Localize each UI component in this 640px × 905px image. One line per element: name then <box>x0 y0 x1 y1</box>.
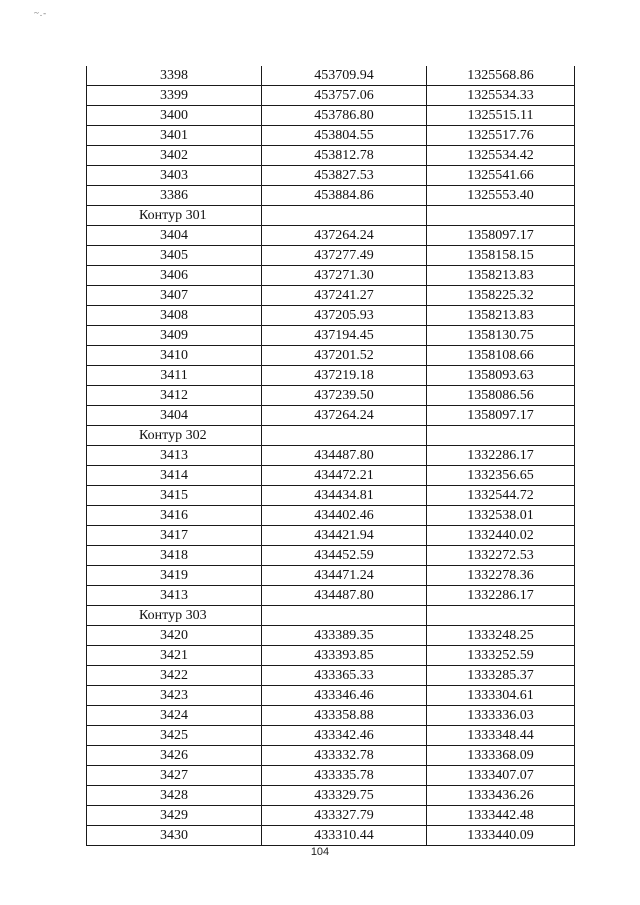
point-number-cell: 3427 <box>87 766 262 786</box>
x-coordinate-cell: 434487.80 <box>262 586 427 606</box>
point-number-cell: 3415 <box>87 486 262 506</box>
table-row <box>87 126 575 146</box>
point-number-cell: 3422 <box>87 666 262 686</box>
table-row <box>87 766 575 786</box>
table-row <box>87 366 575 386</box>
empty-cell <box>427 206 575 226</box>
point-number-cell: 3420 <box>87 626 262 646</box>
y-coordinate-cell: 1333285.37 <box>427 666 575 686</box>
y-coordinate-cell: 1333368.09 <box>427 746 575 766</box>
y-coordinate-cell: 1358097.17 <box>427 226 575 246</box>
point-number-cell: 3429 <box>87 806 262 826</box>
table-row <box>87 806 575 826</box>
table-row <box>87 86 575 106</box>
point-number-cell: 3401 <box>87 126 262 146</box>
point-number-cell: 3423 <box>87 686 262 706</box>
x-coordinate-cell: 437194.45 <box>262 326 427 346</box>
x-coordinate-cell: 433393.85 <box>262 646 427 666</box>
table-row <box>87 826 575 846</box>
table-row <box>87 586 575 606</box>
point-number-cell: 3409 <box>87 326 262 346</box>
x-coordinate-cell: 437264.24 <box>262 406 427 426</box>
y-coordinate-cell: 1332286.17 <box>427 586 575 606</box>
x-coordinate-cell: 437277.49 <box>262 246 427 266</box>
point-number-cell: 3404 <box>87 226 262 246</box>
y-coordinate-cell: 1333252.59 <box>427 646 575 666</box>
table-row <box>87 726 575 746</box>
table-row <box>87 246 575 266</box>
x-coordinate-cell: 437219.18 <box>262 366 427 386</box>
empty-cell <box>427 426 575 446</box>
table-row <box>87 346 575 366</box>
x-coordinate-cell: 453804.55 <box>262 126 427 146</box>
x-coordinate-cell: 434402.46 <box>262 506 427 526</box>
x-coordinate-cell: 453827.53 <box>262 166 427 186</box>
x-coordinate-cell: 437241.27 <box>262 286 427 306</box>
contour-label: Контур 302 <box>87 426 262 446</box>
contour-header-row <box>87 206 575 226</box>
x-coordinate-cell: 433365.33 <box>262 666 427 686</box>
y-coordinate-cell: 1358097.17 <box>427 406 575 426</box>
point-number-cell: 3424 <box>87 706 262 726</box>
contour-header-row <box>87 606 575 626</box>
table-row <box>87 446 575 466</box>
point-number-cell: 3421 <box>87 646 262 666</box>
coordinates-table <box>86 66 575 846</box>
point-number-cell: 3403 <box>87 166 262 186</box>
x-coordinate-cell: 433389.35 <box>262 626 427 646</box>
point-number-cell: 3425 <box>87 726 262 746</box>
table-row <box>87 66 575 86</box>
table-row <box>87 166 575 186</box>
point-number-cell: 3414 <box>87 466 262 486</box>
y-coordinate-cell: 1333407.07 <box>427 766 575 786</box>
y-coordinate-cell: 1358213.83 <box>427 306 575 326</box>
y-coordinate-cell: 1333336.03 <box>427 706 575 726</box>
table-row <box>87 526 575 546</box>
contour-header-row <box>87 426 575 446</box>
table-row <box>87 266 575 286</box>
x-coordinate-cell: 434472.21 <box>262 466 427 486</box>
x-coordinate-cell: 433335.78 <box>262 766 427 786</box>
point-number-cell: 3419 <box>87 566 262 586</box>
point-number-cell: 3407 <box>87 286 262 306</box>
x-coordinate-cell: 453709.94 <box>262 66 427 86</box>
point-number-cell: 3411 <box>87 366 262 386</box>
y-coordinate-cell: 1333442.48 <box>427 806 575 826</box>
table-row <box>87 646 575 666</box>
point-number-cell: 3398 <box>87 66 262 86</box>
point-number-cell: 3416 <box>87 506 262 526</box>
y-coordinate-cell: 1333436.26 <box>427 786 575 806</box>
x-coordinate-cell: 453812.78 <box>262 146 427 166</box>
scan-mark: ~.- <box>34 8 48 18</box>
table-row <box>87 706 575 726</box>
point-number-cell: 3408 <box>87 306 262 326</box>
x-coordinate-cell: 434434.81 <box>262 486 427 506</box>
table-row <box>87 466 575 486</box>
y-coordinate-cell: 1333248.25 <box>427 626 575 646</box>
y-coordinate-cell: 1325553.40 <box>427 186 575 206</box>
point-number-cell: 3405 <box>87 246 262 266</box>
x-coordinate-cell: 433327.79 <box>262 806 427 826</box>
point-number-cell: 3428 <box>87 786 262 806</box>
x-coordinate-cell: 437271.30 <box>262 266 427 286</box>
point-number-cell: 3406 <box>87 266 262 286</box>
x-coordinate-cell: 433358.88 <box>262 706 427 726</box>
y-coordinate-cell: 1325515.11 <box>427 106 575 126</box>
x-coordinate-cell: 434452.59 <box>262 546 427 566</box>
point-number-cell: 3430 <box>87 826 262 846</box>
table-row <box>87 486 575 506</box>
page-number: 104 <box>310 846 330 858</box>
table-row <box>87 746 575 766</box>
table-row <box>87 186 575 206</box>
point-number-cell: 3386 <box>87 186 262 206</box>
table-row <box>87 386 575 406</box>
x-coordinate-cell: 433342.46 <box>262 726 427 746</box>
x-coordinate-cell: 453884.86 <box>262 186 427 206</box>
y-coordinate-cell: 1332544.72 <box>427 486 575 506</box>
y-coordinate-cell: 1332440.02 <box>427 526 575 546</box>
table-row <box>87 306 575 326</box>
point-number-cell: 3400 <box>87 106 262 126</box>
y-coordinate-cell: 1358108.66 <box>427 346 575 366</box>
point-number-cell: 3418 <box>87 546 262 566</box>
x-coordinate-cell: 433346.46 <box>262 686 427 706</box>
y-coordinate-cell: 1358130.75 <box>427 326 575 346</box>
point-number-cell: 3426 <box>87 746 262 766</box>
table-row <box>87 546 575 566</box>
table-row <box>87 786 575 806</box>
table-row <box>87 626 575 646</box>
y-coordinate-cell: 1333304.61 <box>427 686 575 706</box>
y-coordinate-cell: 1325541.66 <box>427 166 575 186</box>
y-coordinate-cell: 1358158.15 <box>427 246 575 266</box>
y-coordinate-cell: 1333348.44 <box>427 726 575 746</box>
y-coordinate-cell: 1333440.09 <box>427 826 575 846</box>
table-row <box>87 666 575 686</box>
empty-cell <box>262 206 427 226</box>
y-coordinate-cell: 1325534.42 <box>427 146 575 166</box>
table-row <box>87 686 575 706</box>
y-coordinate-cell: 1358093.63 <box>427 366 575 386</box>
x-coordinate-cell: 453757.06 <box>262 86 427 106</box>
x-coordinate-cell: 433310.44 <box>262 826 427 846</box>
table-row <box>87 286 575 306</box>
point-number-cell: 3402 <box>87 146 262 166</box>
x-coordinate-cell: 434471.24 <box>262 566 427 586</box>
y-coordinate-cell: 1332356.65 <box>427 466 575 486</box>
y-coordinate-cell: 1358086.56 <box>427 386 575 406</box>
point-number-cell: 3417 <box>87 526 262 546</box>
x-coordinate-cell: 434421.94 <box>262 526 427 546</box>
table-row <box>87 326 575 346</box>
point-number-cell: 3410 <box>87 346 262 366</box>
contour-label: Контур 303 <box>87 606 262 626</box>
y-coordinate-cell: 1332278.36 <box>427 566 575 586</box>
point-number-cell: 3399 <box>87 86 262 106</box>
x-coordinate-cell: 433329.75 <box>262 786 427 806</box>
y-coordinate-cell: 1358213.83 <box>427 266 575 286</box>
x-coordinate-cell: 437205.93 <box>262 306 427 326</box>
x-coordinate-cell: 433332.78 <box>262 746 427 766</box>
x-coordinate-cell: 437264.24 <box>262 226 427 246</box>
table-row <box>87 566 575 586</box>
x-coordinate-cell: 453786.80 <box>262 106 427 126</box>
point-number-cell: 3412 <box>87 386 262 406</box>
table-row <box>87 506 575 526</box>
coordinates-table-body <box>87 66 575 846</box>
point-number-cell: 3413 <box>87 446 262 466</box>
y-coordinate-cell: 1325517.76 <box>427 126 575 146</box>
table-row <box>87 146 575 166</box>
empty-cell <box>262 606 427 626</box>
y-coordinate-cell: 1332272.53 <box>427 546 575 566</box>
empty-cell <box>427 606 575 626</box>
y-coordinate-cell: 1332286.17 <box>427 446 575 466</box>
contour-label: Контур 301 <box>87 206 262 226</box>
table-row <box>87 226 575 246</box>
empty-cell <box>262 426 427 446</box>
point-number-cell: 3404 <box>87 406 262 426</box>
x-coordinate-cell: 437239.50 <box>262 386 427 406</box>
y-coordinate-cell: 1358225.32 <box>427 286 575 306</box>
x-coordinate-cell: 434487.80 <box>262 446 427 466</box>
point-number-cell: 3413 <box>87 586 262 606</box>
y-coordinate-cell: 1325534.33 <box>427 86 575 106</box>
y-coordinate-cell: 1332538.01 <box>427 506 575 526</box>
table-row <box>87 406 575 426</box>
y-coordinate-cell: 1325568.86 <box>427 66 575 86</box>
x-coordinate-cell: 437201.52 <box>262 346 427 366</box>
table-row <box>87 106 575 126</box>
